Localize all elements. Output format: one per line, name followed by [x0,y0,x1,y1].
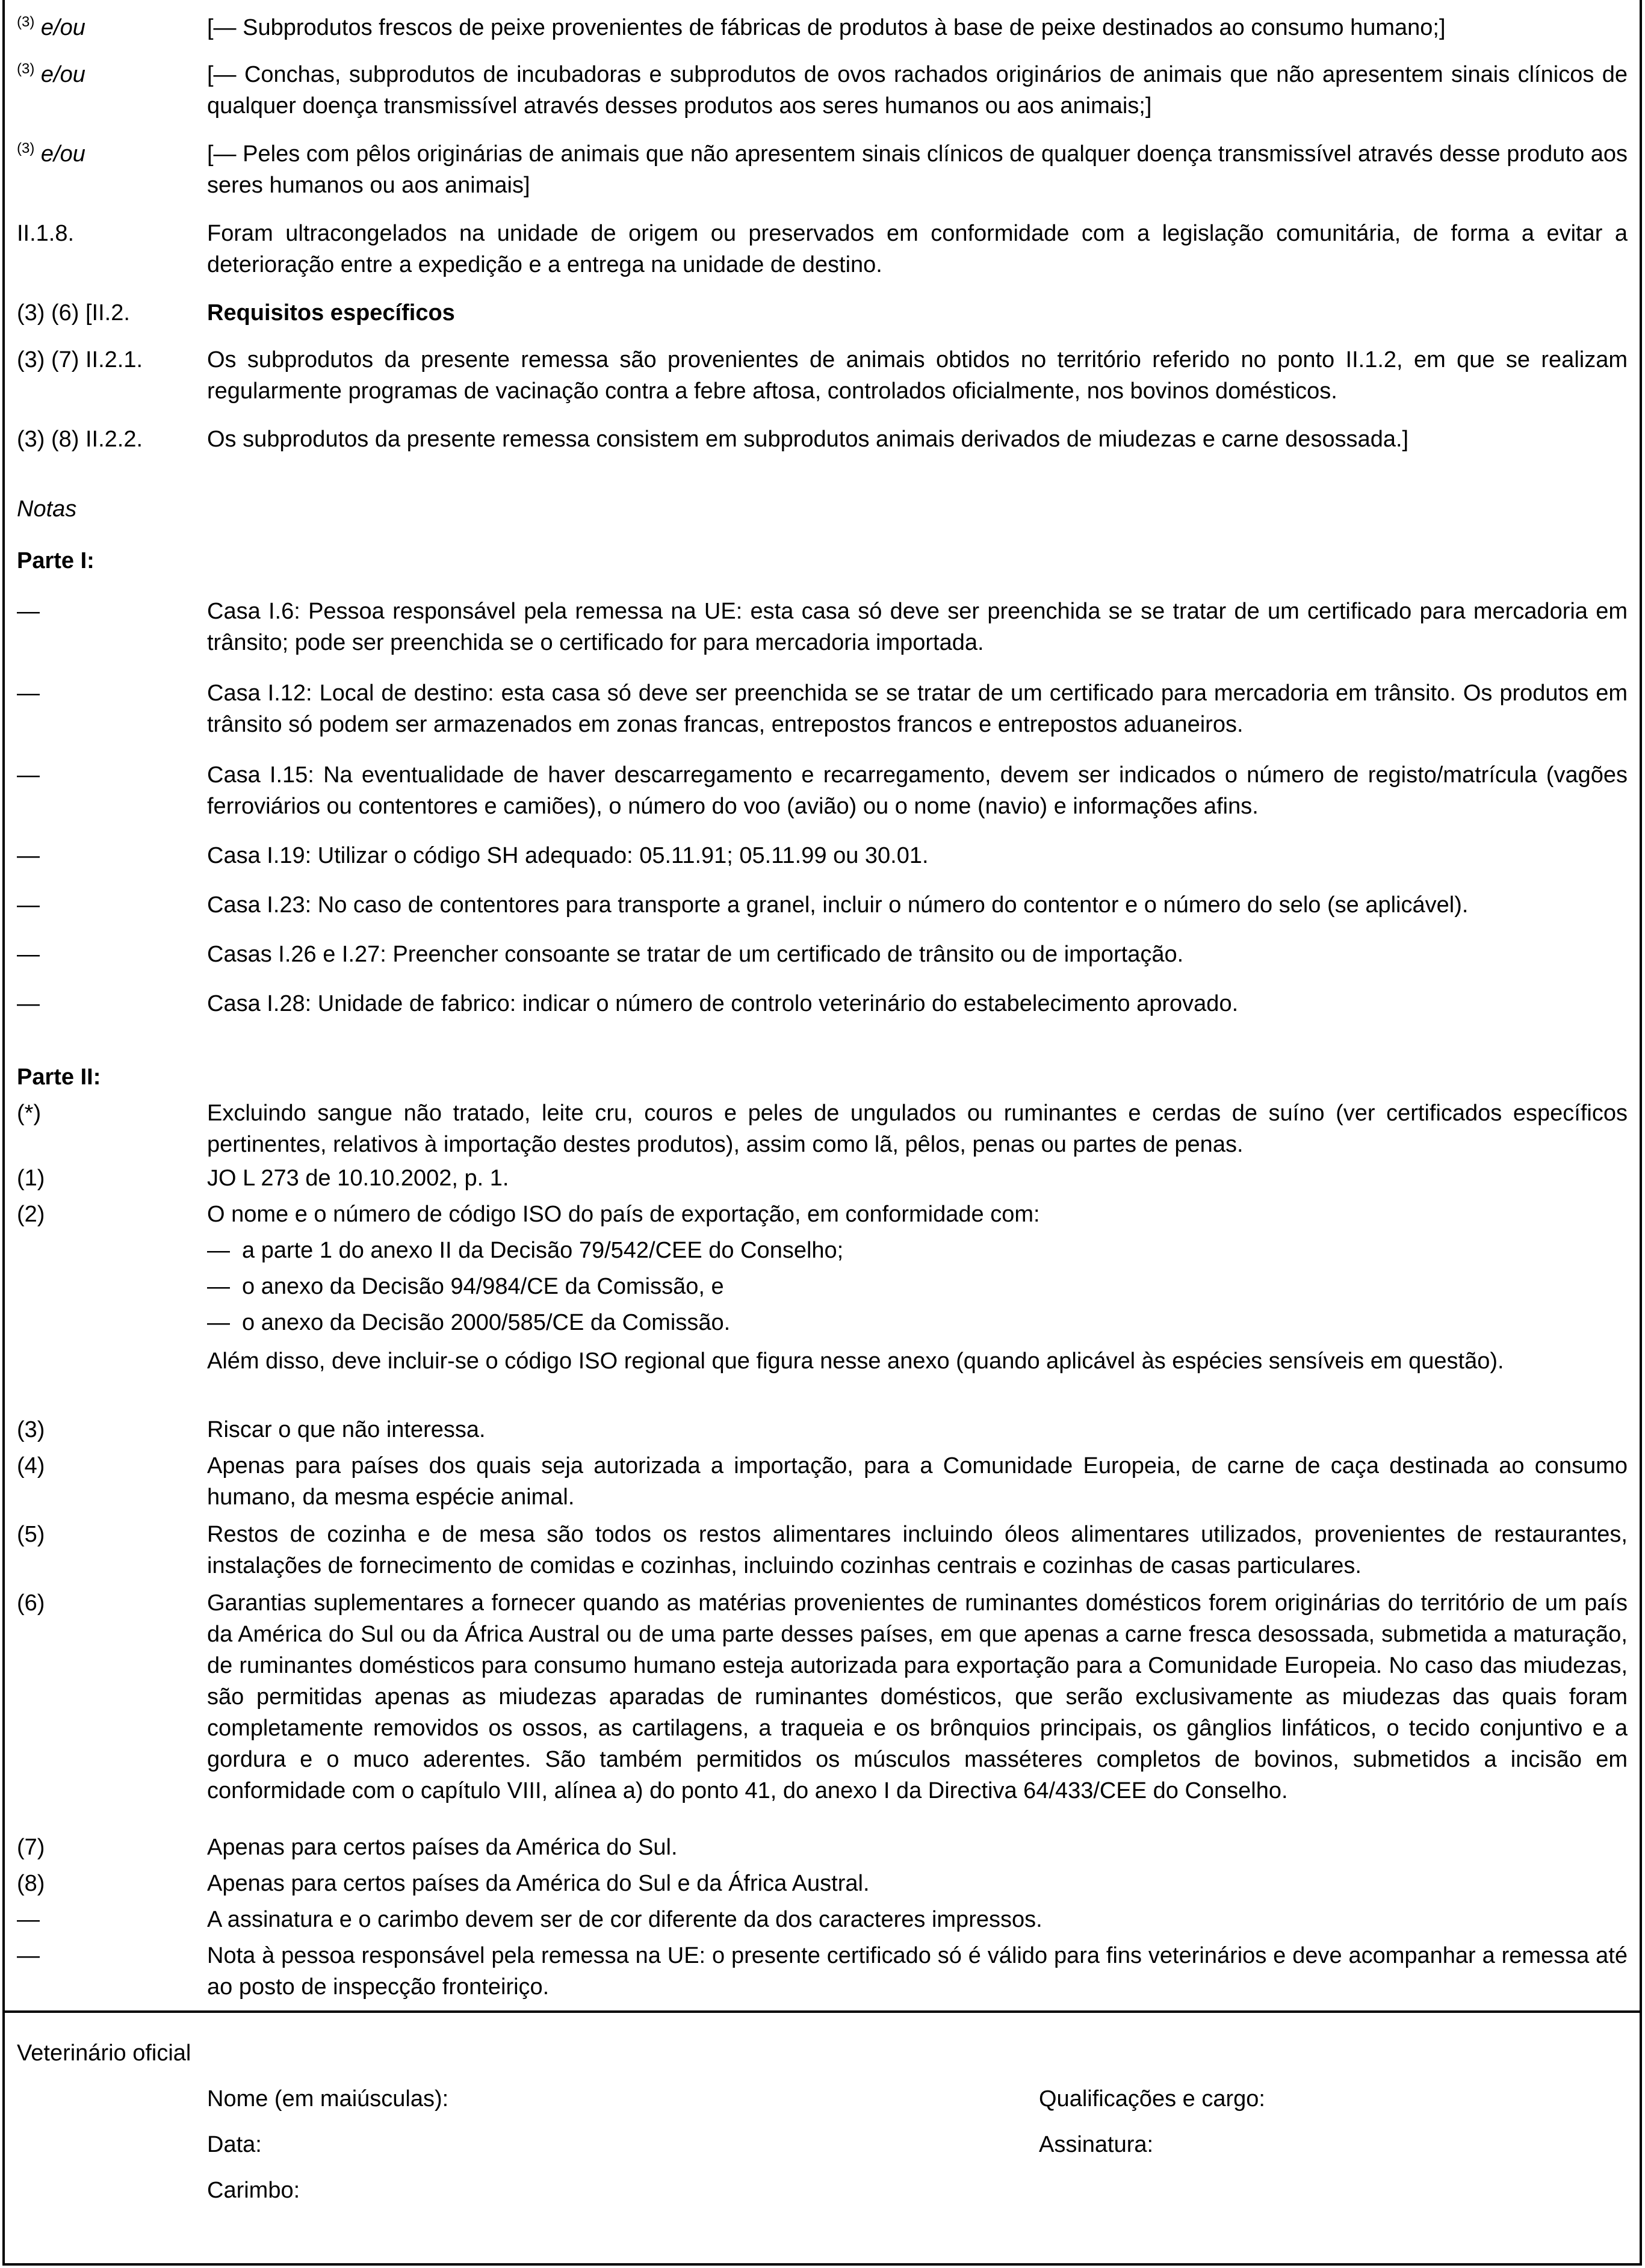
row-label: $^{(3)}$ e/ou [17,61,85,87]
row-text: Os subprodutos da presente remessa consistem em subprodutos animais derivados de miudezas e carne desossada.] [207,427,1409,452]
signature-label: Assinatura: [1039,2132,1154,2157]
row-text: [— Subprodutos frescos de peixe provenientes de fábricas de produtos à base de peixe destinados ao consumo humano;] [207,15,1446,40]
row-label: (3) (7) II.2.1. [17,347,143,372]
row-label: $^{(3)}$ e/ou [17,14,85,40]
qualifications-label: Qualificações e cargo: [1039,2086,1265,2112]
certificate-frame [2,0,1642,2266]
row-label: $^{(3)}$ e/ou [17,140,85,167]
row-text: Os subprodutos da presente remessa são provenientes de animais obtidos no território referido no ponto II.1.2, em que se realizam regularmente programas de vacinação contra a febre aftosa, controlados oficialmente, nos bovinos domésticos. [207,347,1628,404]
stamp-label: Carimbo: [207,2178,300,2203]
certificate-body: $^{(3)}$ e/ou [— Subprodutos frescos de peixe provenientes de fábricas de produtos à base de peixe destinados ao consumo humano;] $^{(3)}$ e/ou [— Conchas, subprodutos de incubadoras e subprodutos de ovos rachados originários de animais que não apresentem sinais clínicos de qualquer doença transmissível através desses produtos aos seres humanos ou aos animais;] $^{(3)}$ e/ou [— Peles com pêlos originárias de animais que não apresentem sinais clínicos de qualquer doença transmissível através desse produto aos seres humanos ou aos animais] II.1.8. Foram ultracongelados na unidade de origem ou preservados em conformidade com a legislação comunitária, de forma a evitar a deterioração entre a expedição e a entrega na unidade de destino. (3) (6) [II.2. Requisitos específicos (3) (7) II.2.1. Os subprodutos da presente remessa são provenientes de animais obtidos no território referido no ponto II.1.2, em que se realizam regularmente programas de vacinação contra a febre aftosa, controlados oficialmente, nos bovinos domésticos. (3) (8) II.2.2. Os subprodutos da presente remessa consistem em subprodutos animais derivados de miudezas e carne desossada.] Notas Parte I: — Casa I.6: Pessoa responsável pela remessa na UE: esta casa só deve ser preenchida se se tratar de um certificado para mercadoria em trânsito; pode ser preenchida se o certificado for para mercadoria importada. — Casa I.12: Local de destino: esta casa só deve ser preenchida se se tratar de um certificado para mercadoria em trânsito. Os produtos em trânsito só podem ser armazenados em zonas francas, entrepostos francos e entrepostos aduaneiros. — Casa I.15: Na eventualidade de haver descarregamento e recarregamento, devem ser indicados o número de registo/matrícula (vagões ferroviários ou contentores e camiões), o número do voo (avião) ou o nome (navio) e informações afins. — Casa I.19: Utilizar o código SH adequado: 05.11.91; 05.11.99 ou 30.01. — Casa I.23: No caso de contentores para transporte a granel, incluir o número do contentor e o número do selo (se aplicável). — Casas I.26 e I.27: Preencher consoante se tratar de um certificado de trânsito ou de importação. — Casa I.28: Unidade de fabrico: indicar o número de controlo veterinário do estabelecimento aprovado. Parte II: (*) Excluindo sangue não tratado, leite cru, couros e peles de ungulados ou ruminantes e cerdas de suíno (ver certificados específicos pertinentes, relativos à importação destes produtos), assim como lã, pêlos, penas ou partes de penas. (1) JO L 273 de 10.10.2002, p. 1. (2) O nome e o número de código ISO do país de exportação, em conformidade com: — a parte 1 do anexo II da Decisão 79/542/CEE do Conselho; — o anexo da Decisão 94/984/CE da Comissão, e — o anexo da Decisão 2000/585/CE da Comissão. Além disso, deve incluir-se o código ISO regional que figura nesse anexo (quando aplicável às espécies sensíveis em questão). (3) Riscar o que não interessa. (4) Apenas para países dos quais seja autorizada a importação, para a Comunidade Europeia, de carne de caça destinada ao consumo humano, da mesma espécie animal. (5) Restos de cozinha e de mesa são todos os restos alimentares incluindo óleos alimentares utilizados, provenientes de restaurantes, instalações de fornecimento de comidas e cozinhas, incluindo cozinhas centrais e cozinhas de casas particulares. (6) Garantias suplementares a fornecer quando as matérias provenientes de ruminantes domésticos forem originárias do território de um país da América do Sul ou da África Austral ou de uma parte desses países, em que apenas a carne fresca desossada, submetida a maturação, de ruminantes domésticos para consumo humano esteja autorizada para exportação para a Comunidade Europeia. No caso das miudezas, são permitidas apenas as miudezas aparadas de ruminantes domésticos, que serão exclusivamente as miudezas das quais foram completamente removidos os ossos, as cartilagens, a traqueia e os brônquios principais, os gânglios linfáticos, o tecido conjuntivo e a gordura e o muco aderentes. São também permitidos os músculos masséteres completos de bovinos, submetidos a incisão em conformidade com o capítulo VIII, alínea a) do ponto 41, do anexo I da Directiva 64/433/CEE do Conselho. (7) Apenas para certos países da América do Sul. (8) Apenas para certos países da América do Sul e da África Austral. — A assinatura e o carimbo devem ser de cor diferente da dos caracteres impressos. — Nota à pessoa responsável pela remessa na UE: o presente certificado só é válido para fins veterinários e deve acompanhar a remessa até ao posto de inspecção fronteiriço. [5,0,1640,2013]
row-text: Foram ultracongelados na unidade de origem ou preservados em conformidade com a legislação comunitária, de forma a evitar a deterioração entre a expedição e a entrega na unidade de destino. [207,221,1628,277]
row-label: (3) (8) II.2.2. [17,427,143,452]
row-label: (3) (6) [II.2. [17,300,130,326]
row-text: [— Conchas, subprodutos de incubadoras e subprodutos de ovos rachados originários de animais que não apresentem sinais clínicos de qualquer doença transmissível através desses produtos aos seres humanos ou aos animais;] [207,62,1628,119]
official-vet-title: Veterinário oficial [17,2041,191,2066]
section-heading: Requisitos específicos [207,300,455,326]
name-label: Nome (em maiúsculas): [207,2086,449,2112]
date-label: Data: [207,2132,262,2157]
row-text: [— Peles com pêlos originárias de animais que não apresentem sinais clínicos de qualquer doença transmissível através desse produto aos seres humanos ou aos animais] [207,141,1628,198]
row-label: II.1.8. [17,221,75,246]
